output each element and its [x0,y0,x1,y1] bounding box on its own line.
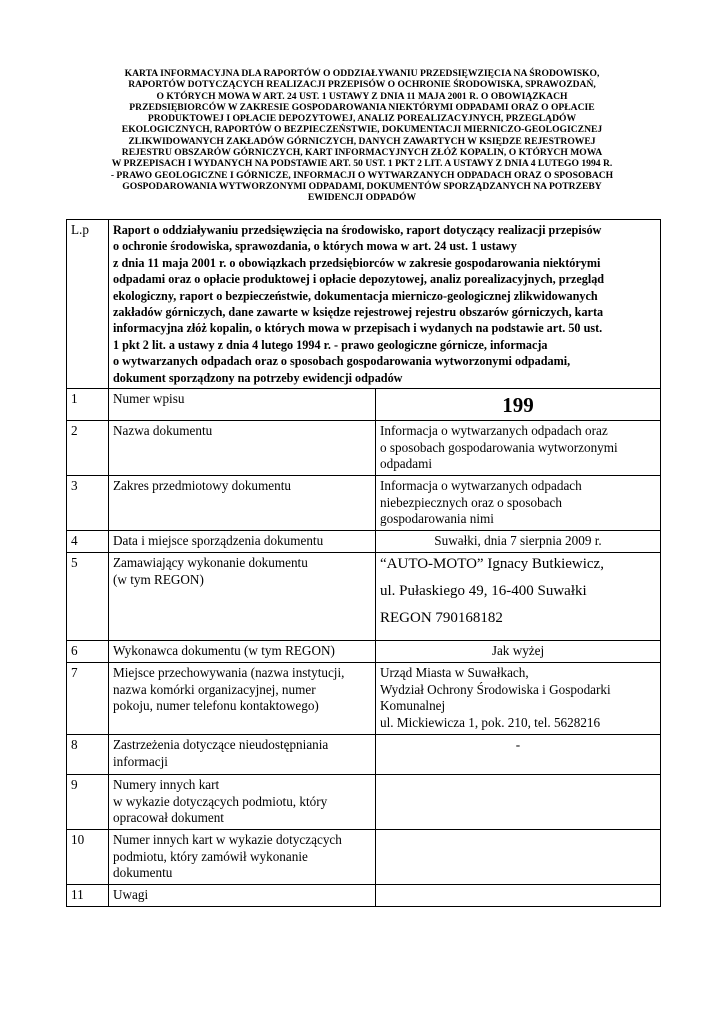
row-number: 10 [67,830,109,885]
header-line: PRODUKTOWEJ I OPŁACIE DEPOZYTOWEJ, ANALIZ POREALIZACYJNYCH, PRZEGLĄDÓW [147,113,577,125]
row-number: 7 [67,663,109,735]
header-line: GOSPODAROWANIA WYTWORZONYMI ODPADAMI, DOKUMENTÓW SPORZĄDZANYCH NA POTRZEBY [122,180,602,192]
header-line: REJESTRU OBSZARÓW GÓRNICZYCH, KART INFORMACYJNYCH ZŁÓŻ KOPALIN, O KTÓRYCH MOWA [121,147,603,159]
header-line: RAPORTÓW DOTYCZĄCYCH REALIZACJI PRZEPISÓW O OCHRONIE ŚRODOWISKA, SPRAWOZDAŃ, [128,79,596,91]
document-name-value: Informacja o wytwarzanych odpadach oraz o sposobach gospodarowania wytworzonymi odpadami [376,421,661,476]
row-number: 9 [67,775,109,830]
remarks-value [376,885,661,907]
info-card-table [66,219,661,907]
table-row [67,885,661,907]
date-place-value: Suwałki, dnia 7 sierpnia 2009 r. [376,531,661,553]
row-label: Uwagi [109,885,376,907]
table-row [67,735,661,775]
table-row [67,553,661,641]
header-line: - PRAWO GEOLOGICZNE I GÓRNICZE, INFORMACJI O WYTWARZANYCH ODPADACH ORAZ O SPOSOBACH [110,169,614,181]
ordering-party-value [376,553,661,641]
ordering-party-address: ul. Pułaskiego 49, 16-400 Suwałki [380,583,587,600]
other-cards-author-value [376,775,661,830]
row-number: 5 [67,553,109,641]
table-row [67,775,661,830]
header-line: O KTÓRYCH MOWA W ART. 24 UST. 1 USTAWY Z DNIA 11 MAJA 2001 R. O OBOWIĄZKACH [156,90,568,102]
header-line: ZLIKWIDOWANYCH ZAKŁADÓW GÓRNICZYCH, DANYCH ZAWARTYCH W KSIĘDZE REJESTROWEJ [128,135,596,147]
row-label: Numery innych kart w wykazie dotyczących podmiotu, który opracował dokument [109,775,376,830]
intro-description: Raport o oddziaływaniu przedsięwzięcia na środowisko, raport dotyczący realizacji przepisów o ochronie środowiska, sprawozdania, o których mowa w art. 24 ust. 1 ustawy z dnia 11 maja 2001 r. o obowiązkach przedsiębiorców w zakresie gospodarowania niektórymi odpadami oraz o opłacie produktowej i opłacie depozytowej, analiz porealizacyjnych, przegląd ekologiczny, raport o bezpieczeństwie, dokumentacja mierniczo-geologicznej zlikwidowanych zakładów górniczych, dane zawarte w księdze rejestrowej rejestru obszarów górniczych, karta informacyjna złóż kopalin, o których mowa w przepisach i wydanych na podstawie art. 50 ust. 1 pkt 2 lit. a ustawy z dnia 4 lutego 1994 r. - prawo geologiczne górnicze, informacja o wytwarzanych odpadach oraz o sposobach gospodarowania wytworzonymi odpadami, dokument sporządzony na potrzeby ewidencji odpadów [109,220,661,389]
ordering-party-regon: REGON 790168182 [380,610,503,627]
table-row [67,476,661,531]
table-row-intro [67,220,661,389]
row-label: Nazwa dokumentu [109,421,376,476]
row-number: 11 [67,885,109,907]
other-cards-ordering-value [376,830,661,885]
row-number: 8 [67,735,109,775]
header-line: PRZEDSIĘBIORCÓW W ZAKRESIE GOSPODAROWANIA NIEKTÓRYMI ODPADAMI ORAZ O OPŁACIE [129,101,595,113]
row-number: 4 [67,531,109,553]
lp-header: L.p [67,220,109,389]
table-row [67,389,661,421]
header-line: EWIDENCJI ODPADÓW [307,192,417,204]
row-number: 2 [67,421,109,476]
contractor-value: Jak wyżej [376,641,661,663]
row-number: 3 [67,476,109,531]
row-number: 6 [67,641,109,663]
restrictions-value: - [376,735,661,775]
row-label: Numer wpisu [109,389,376,421]
ordering-party-name: “AUTO-MOTO” Ignacy Butkiewicz, [380,556,604,573]
scope-value: Informacja o wytwarzanych odpadach niebezpiecznych oraz o sposobach gospodarowania nimi [376,476,661,531]
row-label: Miejsce przechowywania (nazwa instytucji, nazwa komórki organizacyjnej, numer pokoju, numer telefonu kontaktowego) [109,663,376,735]
header-line: KARTA INFORMACYJNA DLA RAPORTÓW O ODDZIAŁYWANIU PRZEDSIĘWZIĘCIA NA ŚRODOWISKO, [124,68,600,79]
table-row [67,663,661,735]
row-label: Numer innych kart w wykazie dotyczących podmiotu, który zamówił wykonanie dokumentu [109,830,376,885]
row-number: 1 [67,389,109,421]
header-line: EKOLOGICZNYCH, RAPORTÓW O BEZPIECZEŃSTWIE, DOKUMENTACJI MIERNICZO-GEOLOGICZNEJ [121,124,603,136]
table-row [67,421,661,476]
table-row [67,641,661,663]
table-row [67,531,661,553]
table-row [67,830,661,885]
row-label: Wykonawca dokumentu (w tym REGON) [109,641,376,663]
row-label: Zastrzeżenia dotyczące nieudostępniania informacji [109,735,376,775]
row-label: Zamawiający wykonanie dokumentu (w tym REGON) [109,553,376,641]
header-line: W PRZEPISACH I WYDANYCH NA PODSTAWIE ART. 50 UST. 1 PKT 2 LIT. A USTAWY Z DNIA 4 LUTEGO 1994 R. [111,158,613,170]
row-label: Data i miejsce sporządzenia dokumentu [109,531,376,553]
storage-place-value: Urząd Miasta w Suwałkach, Wydział Ochrony Środowiska i Gospodarki Komunalnej ul. Mickiewicza 1, pok. 210, tel. 5628216 [376,663,661,735]
entry-number-value: 199 [376,389,661,421]
document-header [66,68,658,204]
row-label: Zakres przedmiotowy dokumentu [109,476,376,531]
